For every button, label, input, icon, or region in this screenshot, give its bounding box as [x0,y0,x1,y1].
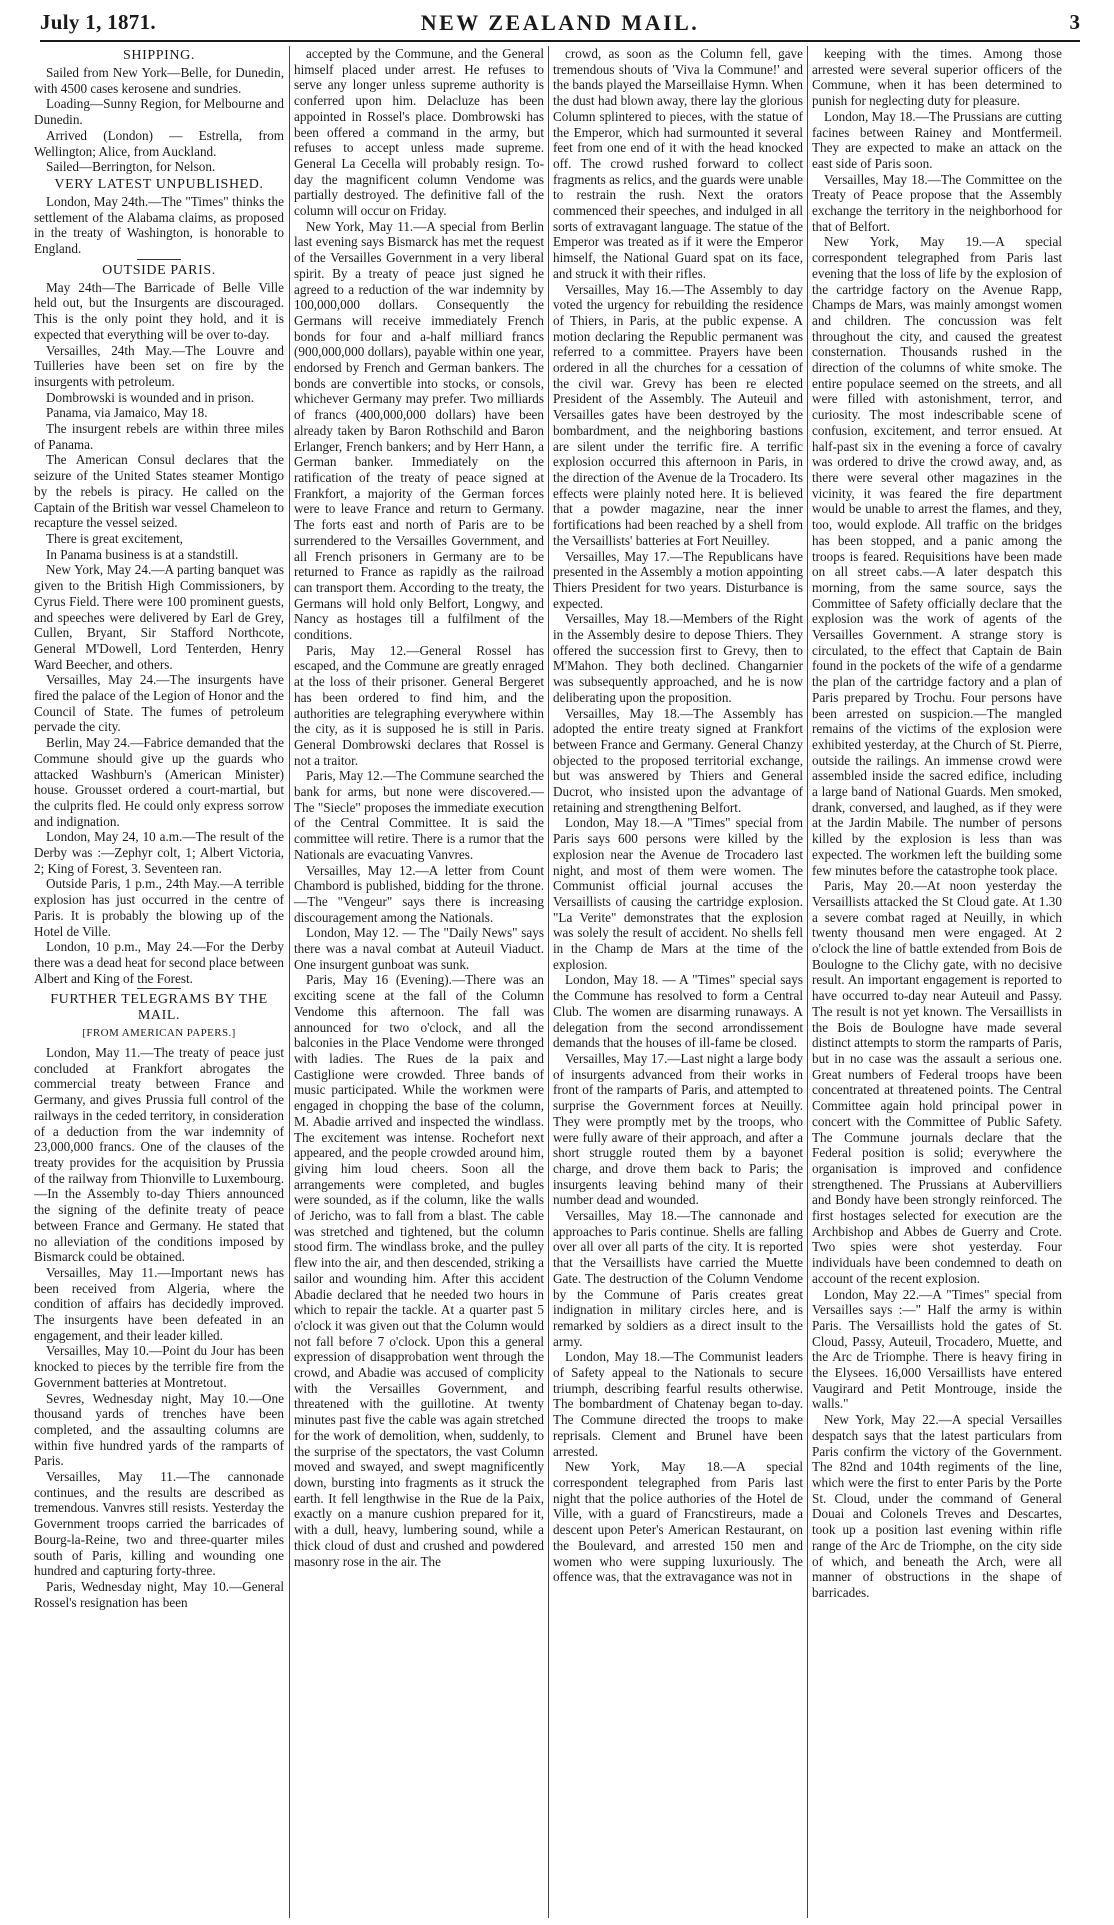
dispatch-paragraph: Versailles, May 24.—The insurgents have fired the palace of the Legion of Honor and the Council of State. The fumes of petroleum pervade the city. [34,672,284,735]
masthead-rule [40,40,1080,42]
dispatch-paragraph: Versailles, May 18.—Members of the Right in the Assembly desire to depose Thiers. They offered the succession first to Grevy, then to M'Mahon. They both declined. Changarnier was subsequently approached, and he is now deliberating upon the proposition. [553,611,803,705]
dispatch-paragraph: Loading—Sunny Region, for Melbourne and Dunedin. [34,96,284,128]
dispatch-paragraph: Versailles, May 17.—The Republicans have presented in the Assembly a motion appointing Thiers President for two years. Disturbance is expected. [553,548,803,611]
latest-items [34,194,284,257]
dispatch-paragraph: Sevres, Wednesday night, May 10.—One thousand yards of trenches have been completed, and the assaulting columns are within five hundred yards of the ramparts of Paris. [34,1390,284,1469]
dispatch-paragraph: The insurgent rebels are within three miles of Panama. [34,421,284,452]
section-heading-shipping: SHIPPING. [123,48,195,63]
dispatch-paragraph: London, May 12. — The "Daily News" says there was a naval combat at Auteuil Viaduct. One insurgent gunboat was sunk. [294,925,544,972]
issue-date: July 1, 1871. [40,10,156,34]
dispatch-paragraph: Paris, May 20.—At noon yesterday the Versaillists attacked the St Cloud gate. At 1.30 a severe combat raged at Neuilly, in which twenty thousand men were engaged. At 2 o'clock the line of battle extended from Bois de Boulogne to the Clichy gate, with no decisive result. An important engagement is reported to have occurred to-day near Auteuil and Passy. The result is not yet known. The Versaillists in the Bois de Boulogne have made several distinct attempts to storm the ramparts of Paris, but in no case was the assault a serious one. Great numbers of Federal troops have been concentrated at threatened points. The Central Committee again hold principal power in concert with the Committee of Public Safety. The Commune journals declare that the Federal position is solid; everywhere the organisation is improved and confidence strengthened. The Prussians at Aubervilliers and Bondy have been strongly reinforced. The first hostages selected for execution are the Archbishop and Abbes de Guerry and Crote. Two spies were shot yesterday. Four individuals have been condemned to death on account of the recent explosion. [812,878,1062,1286]
outside-paris-items [34,280,284,987]
dispatch-paragraph: London, May 24th.—The "Times" thinks the settlement of the Alabama claims, as proposed in the treaty of Washington, is honorable to England. [34,193,284,257]
section-heading-outside-paris: OUTSIDE PARIS. [102,262,216,278]
dispatch-paragraph: In Panama business is at a standstill. [46,546,239,562]
dispatch-paragraph: Versailles, May 11.—The cannonade continues, and the results are described as tremendous. Vanvres still resists. Yesterday the Government troops carried the barricades of Bourg-la-Reine, two and three-quarter miles south of Paris, killing and wounding one hundred and capturing forty-three. [34,1469,284,1579]
dispatch-paragraph: Arrived (London) — Estrella, from Wellington; Alice, from Auckland. [34,127,284,159]
dispatch-paragraph: New York, May 19.—A special correspondent telegraphed from Paris last evening that the loss of life by the explosion of the cartridge factory on the Avenue Rapp, Champs de Mars, was mainly amongst women and children. The concussion was felt throughout the city, and caused the greatest consternation. Thousands rushed in the direction of the columns of white smoke. The entire populace seemed on the streets, and all were filled with astonishment, terror, and curiosity. The most indescribable scene of confusion, excitement, and terror ensued. At half-past six in the evening a force of cavalry was ordered to drive the crowd away, and, as there were several other magazines in the vicinity, it was feared the fire department would be unable to arrest the flames, and they, too, would explode. All traffic on the bridges has been stopped, and a panic among the troops is feared. Requisitions have been made on all street cabs.—A later despatch this morning, from the same source, says the Committee of Safety officially declare that the explosion was the work of agents of the Versailles Government. A strange story is circulated, to the effect that Captain de Bain found in the pockets of the wife of a gendarme the plan of the cartridge factory and a plan of Paris prepared by Trochu. Four persons have been arrested on suspicion.—The mangled remains of the victims of the explosion were exhibited yesterday, at the Church of St. Pierre, outside the railings. An immense crowd were assembled inside the sacred edifice, including a large band of National Guards. Men smoked, drank, conversed, and laughed, as if they were at the Jardin Mabile. The number of persons killed by the explosion is less than was expected. The workmen left the building some few minutes before the catastrophe took place. [812,234,1062,878]
masthead [40,6,1080,40]
section-heading-further-telegrams: FURTHER TELEGRAMS BY THE MAIL. [50,992,268,1024]
dispatch-paragraph: Versailles, May 18.—The cannonade and approaches to Paris continue. Shells are falling over all over all parts of the city. It is reported that the Versaillists have carried the Muette Gate. The destruction of the Column Vendome by the Commune of Paris creates great indignation in military circles here, and is remarked by soldiers as a direct insult to the army. [553,1208,803,1349]
shipping-items [34,65,284,175]
dispatch-paragraph: Panama, via Jamaico, May 18. [46,405,208,421]
dispatch-paragraph: New York, May 24.—A parting banquet was given to the British High Commissioners, by Cyrus Field. There were 100 prominent guests, and speeches were delivered by Earl de Grey, Cullen, Bryant, Sir Stafford Northcote, General M'Dowell, Lord Tenterden, Henry Ward Beecher, and others. [34,562,284,672]
dispatch-paragraph: The American Consul declares that the seizure of the United States steamer Montigo by the rebels is piracy. He called on the Captain of the British war vessel Chameleon to recapture the vessel seized. [34,452,284,531]
dispatch-paragraph: keeping with the times. Among those arrested were several superior officers of the Commune, when it has been determined to punish for neglecting duty for pleasure. [812,46,1062,109]
dispatch-paragraph: London, 10 p.m., May 24.—For the Derby there was a dead heat for second place between Albert and King of the Forest. [34,939,284,986]
dispatch-paragraph: Outside Paris, 1 p.m., 24th May.—A terrible explosion has just occurred in the centre of Paris. It is probably the blowing up of the Hotel de Ville. [34,876,284,939]
column-2-items [294,46,544,1569]
dispatch-paragraph: Versailles, 24th May.—The Louvre and Tuilleries have been set on fire by the insurgents with petroleum. [34,342,284,389]
further-telegrams-items [34,1045,284,1610]
dispatch-paragraph: London, May 24, 10 a.m.—The result of the Derby was :—Zephyr colt, 1; Albert Victoria, 2; King of Forest, 3. Seventeen ran. [34,829,284,876]
dispatch-paragraph: London, May 18. — A "Times" special says the Commune has resolved to form a Central Club. The women are disarming runaways. A delegation from the second arrondissement demands that the houses of ill-fame be closed. [553,972,803,1051]
dispatch-paragraph: Versailles, May 18.—The Assembly has adopted the entire treaty signed at Frankfort between France and Germany. General Chanzy objected to the proposed territorial exchange, but was answered by Thiers and General Ducrot, who insisted upon the advantage of retaining and strengthening Belfort. [553,705,803,815]
column-3-items [553,46,803,1585]
dispatch-paragraph: Versailles, May 10.—Point du Jour has been knocked to pieces by the terrible fire from the Government batteries at Montretout. [34,1343,284,1390]
dispatch-paragraph: Versailles, May 16.—The Assembly to day voted the urgency for rebuilding the residence of Thiers, in Paris, at the public expense. A motion declaring the Republic permanent was referred to a committee. Prayers have been ordered in all the churches for a cessation of the civil war. Grevy has been re elected President of the Assembly. The Auteuil and Versailles gates have been destroyed by the bombardment, and the neighboring bastions are silent under the terrific fire. A terrific explosion occurred this afternoon in Paris, in the direction of the Avenue de la Trocadero. Its effects were plainly noted here. It is believed that a powder magazine, near the inner fortifications had been reached by a shell from the Versaillists' batteries at Fort Neuilley. [553,281,803,548]
column-1 [34,46,284,1918]
divider [137,259,181,260]
dispatch-paragraph: Berlin, May 24.—Fabrice demanded that the Commune should give up the guards who attacked Washburn's (American Minister) house. Grousset ordered a court-martial, but the culprits fled. He could only express sorrow and indignation. [34,735,284,829]
column-3 [553,46,803,1918]
source-note: [FROM AMERICAN PAPERS.] [82,1027,236,1040]
dispatch-paragraph: Versailles, May 17.—Last night a large body of insurgents advanced from their works in front of the ramparts of Paris, and attempted to surprise the Government forces at Neuilly. They were promptly met by the troops, who were fully aware of their approach, and after a short struggle routed them by a bayonet charge, and drove them back to Paris; the insurgents leaving behind many of their number dead and wounded. [553,1051,803,1208]
dispatch-paragraph: London, May 18.—The Communist leaders of Safety appeal to the Nationals to secure triumph, describing fearful results otherwise. The bombardment of Chatenay began to-day. The Commune directed the troops to make reprisals. Clement and Brunel have been arrested. [553,1349,803,1459]
dispatch-paragraph: London, May 11.—The treaty of peace just concluded at Frankfort abrogates the commercial treaty between France and Germany, and gives Prussia full control of the railways in the ceded territory, in consideration of a deduction from the war indemnity of 23,000,000 francs. One of the clauses of the treaty provides for the acquisition by Prussia of the railway from Thionville to Luxembourg.—In the Assembly to-day Thiers announced the signing of the definite treaty of peace between France and Germany. He stated that no alleviation of the conditions imposed by Bismarck could be obtained. [34,1045,284,1265]
dispatch-paragraph: Dombrowski is wounded and in prison. [46,389,255,405]
dispatch-paragraph: May 24th—The Barricade of Belle Ville held out, but the Insurgents are discouraged. This is the only point they hold, and it is expected that everything will be over to-day. [34,279,284,342]
dispatch-paragraph: London, May 18.—The Prussians are cutting facines between Rainey and Montfermeil. They are expected to make an attack on the east side of Paris soon. [812,108,1062,171]
column-rule [548,46,549,1918]
dispatch-paragraph: crowd, as soon as the Column fell, gave tremendous shouts of 'Viva la Commune!' and the bands played the Marseillaise Hymn. When the dust had blown away, there lay the glorious Column splintered to pieces, with the statue of the Emperor, which had surmounted it several feet from one end of it with the head knocked off. The crowd rushed forward to collect fragments as relics, and the guards were unable to restrain the rush. Next the orators commenced their speeches, and indulged in all sorts of extravagant language. The statue of the Emperor was treated as if it were the Emperor himself, the National Guard spat on its face, and struck it with their rifles. [553,46,803,281]
dispatch-paragraph: Paris, May 12.—General Rossel has escaped, and the Commune are greatly enraged at the loss of their prisoner. General Bergeret has been ordered to find him, and the authorities are telegraphing everywhere within the city, as it is supposed he is still in Paris. General Dombrowski declares that Rossel is not a traitor. [294,642,544,768]
column-rule [807,46,808,1918]
dispatch-paragraph: London, May 22.—A "Times" special from Versailles says :—" Half the army is within Paris. The Versaillists hold the gates of St. Cloud, Passy, Auteuil, Trocadero, Muette, and the Arc de Triomphe. There is heavy firing in the Elysees. 16,000 Versaillists have entered Vaugirard and Petit Montrouge, inside the walls." [812,1286,1062,1412]
dispatch-paragraph: Sailed—Berrington, for Nelson. [46,159,216,175]
dispatch-paragraph: Paris, Wednesday night, May 10.—General Rossel's resignation has been [34,1578,284,1610]
dispatch-paragraph: Versailles, May 11.—Important news has been received from Algeria, where the condition of affairs has decidedly improved. The insurgents have been defeated in an engagement, and their leader killed. [34,1264,284,1343]
section-heading-latest: VERY LATEST UNPUBLISHED. [54,176,264,192]
dispatch-paragraph: accepted by the Commune, and the General himself placed under arrest. He refuses to serve any longer unless supreme authority is conferred upon him. Delacluze has been appointed in Rossel's place. Dombrowski has been offered a command in the army, but refuses to accept unless made supreme. General La Cecella will probably resign. To-day the magnificent column Vendome was partially destroyed. The definitive fall of the column will occur on Friday. [294,46,544,219]
dispatch-paragraph: There is great excitement, [46,530,183,546]
dispatch-paragraph: Paris, May 12.—The Commune searched the bank for arms, but none were discovered.—The "Siecle" proposes the immediate execution of the Central Committee. It is said the committee will retire. There is a rumor that the Nationals are evacuating Vanvres. [294,768,544,862]
dispatch-paragraph: New York, May 11.—A special from Berlin last evening says Bismarck has met the request of the Versailles Government in a very liberal spirit. By a treaty of peace just signed he agreed to a reduction of the war indemnity by 100,000,000 dollars. Consequently the Germans will receive immediately French bonds for four and a-half milliard francs (900,000,000 dollars), payable within one year, endorsed by French and German bankers. The bonds are convertible into stocks, or consols, whichever Germany may prefer. Two milliards of francs (400,000,000 dollars) have been already taken by Baron Rothschild and Baron Erlanger, French bankers; and by Herr Hann, a German banker. Immediately on the ratification of the treaty of peace signed at Frankfort, a majority of the German forces were to leave France and return to Germany. The forts east and north of Paris are to be surrendered to the Versailles Government, and all French prisoners in Germany are to be returned to France as rapidly as the railroad can transport them. According to the treaty, the Germans will hold only Belfort, Longwy, and Nancy as hostages till a fulfilment of the conditions. [294,218,544,643]
column-4-items [812,46,1062,1601]
dispatch-paragraph: Versailles, May 18.—The Committee on the Treaty of Peace propose that the Assembly exchange the territory in the neighborhood for that of Belfort. [812,171,1062,234]
dispatch-paragraph: Versailles, May 12.—A letter from Count Chambord is published, bidding for the throne.—The "Vengeur" says there is increasing discouragement among the Nationals. [294,862,544,925]
dispatch-paragraph: Paris, May 16 (Evening).—There was an exciting scene at the fall of the Column Vendome this afternoon. The fall was announced for two o'clock, and all the balconies in the Place Vendome were thronged with ladies. The Rues de la paix and Castiglione were crowded. Three bands of music participated. While the workmen were engaged in chopping the base of the column, M. Abadie arrived and inspected the windlass. The excitement was intense. Rochefort next appeared, and the people crowded around him, giving him loud cheers. Soon all the arrangements were completed, and bugles were sounded, as if the column, like the walls of Jericho, was to fall from a blast. The cable was stretched and tightened, but the column stood firm. The windlass broke, and the pulley flew into the air, and then descended, striking a sailor and wounding him. After this accident Abadie declared that he needed two hours in which to repair the tackle. At a quarter past 5 o'clock it was given out that the Column would not fall before 7 o'clock. Upon this a general expression of disapprobation went through the crowd, and Abadie was accused of complicity with the Versailles Government, and threatened with the guillotine. At twenty minutes past five the cable was again stretched for the work of demolition, when, suddenly, to the surprise of the spectators, the vast Column moved and swayed, and swept magnificently down, bursting into fragments as it struck the earth. It fell lengthwise in the Rue de la Paix, exactly on a manure cushion prepared for it, with a dull, heavy, lumbering sound, while a thick cloud of dust and crushed and powdered masonry rose in the air. The [294,972,544,1569]
dispatch-paragraph: New York, May 22.—A special Versailles despatch says that the latest particulars from Paris confirm the victory of the Government. The 82nd and 104th regiments of the line, which were the first to enter Paris by the Porte St. Cloud, under the command of General Douai and Colonels Treves and Descartes, took up a position last evening within rifle range of the Arc de Triomphe, on the city side of which, and beneath the Arch, were all manner of obstructions in the shape of barricades. [812,1412,1062,1600]
column-4 [812,46,1062,1918]
divider [137,988,181,989]
column-rule [289,46,290,1918]
dispatch-paragraph: London, May 18.—A "Times" special from Paris says 600 persons were killed by the explosion near the Avenue de Trocadero last night, and most of them were women. The Communist official journal accuses the Versaillists of causing the cartridge explosion. "La Verite" demonstrates that the explosion was solely the result of accident. No shells fell in the Champ de Mars at the time of the explosion. [553,815,803,972]
newspaper-title: NEW ZEALAND MAIL. [420,10,700,35]
dispatch-paragraph: New York, May 18.—A special correspondent telegraphed from Paris last night that the police authories of the Hotel de Ville, with a guard of Francstireurs, made a descent upon Peter's American Restaurant, on the Boulevard, and arrested 150 men and women who were supping luxuriously. The offence was, that the extravagance was not in [553,1459,803,1585]
column-2 [294,46,544,1918]
dispatch-paragraph: Sailed from New York—Belle, for Dunedin, with 4500 cases kerosene and sundries. [34,65,284,96]
page-number: 3 [1069,10,1080,34]
